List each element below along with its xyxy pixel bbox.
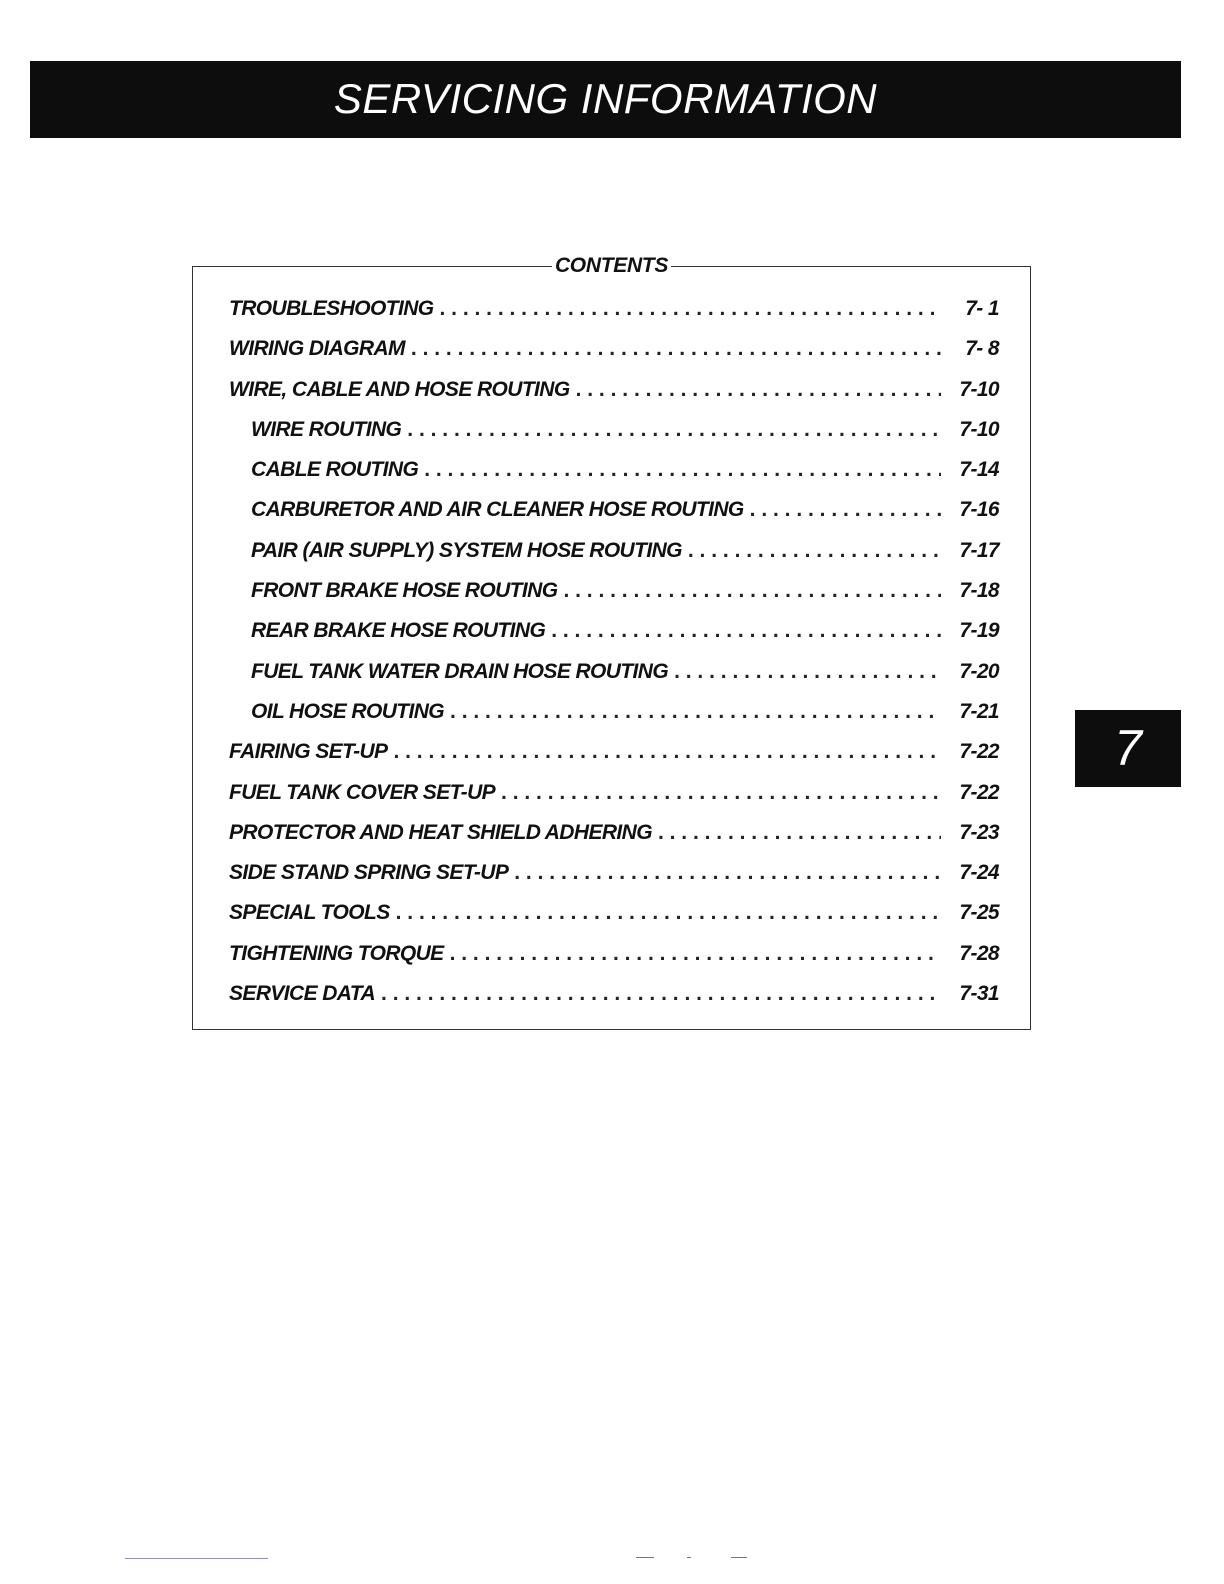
toc-entry-page: 7-14 [959,458,999,482]
toc-entry-label: WIRE ROUTING [251,417,402,441]
footer-mark [687,1557,691,1558]
toc-entry-label: FUEL TANK WATER DRAIN HOSE ROUTING [251,659,669,683]
toc-dot-leader [424,458,941,482]
toc-dot-leader [407,418,941,442]
toc-entry[interactable] [229,700,999,740]
contents-box [192,254,1031,1030]
toc-entry-label: SERVICE DATA [229,982,376,1006]
toc-entry-label: SPECIAL TOOLS [229,901,390,925]
toc-dot-leader [411,337,941,361]
toc-entry-label: WIRE, CABLE AND HOSE ROUTING [229,377,570,401]
toc-entry-page: 7-10 [959,377,999,401]
toc-dot-leader [393,740,941,764]
toc-entry-label: PAIR (AIR SUPPLY) SYSTEM HOSE ROUTING [251,538,682,562]
toc-dot-leader [396,901,941,925]
toc-entry-label: OIL HOSE ROUTING [251,699,445,723]
toc-entry-page: 7-16 [959,498,999,522]
chapter-title: SERVICING INFORMATION [333,75,878,122]
toc-entry[interactable] [229,297,999,337]
toc-entry-label: CABLE ROUTING [251,458,419,482]
toc-dot-leader [551,619,941,643]
toc-entry-page: 7-21 [959,699,999,723]
toc-entry-label: TROUBLESHOOTING [229,297,434,320]
toc-entry-page: 7-20 [959,659,999,683]
toc-entry[interactable] [229,458,999,498]
toc-entry[interactable] [229,579,999,619]
toc-entry-page: 7-19 [959,619,999,643]
toc-entry-label: FAIRING SET-UP [229,740,388,764]
toc-dot-leader [688,539,941,563]
toc-dot-leader [450,700,941,724]
toc-entry-page: 7-31 [959,982,999,1006]
footer-mark [636,1557,654,1558]
toc-entry[interactable] [229,942,999,982]
toc-entry[interactable] [229,861,999,901]
toc-entry-page: 7-18 [959,579,999,603]
toc-dot-leader [440,297,942,321]
toc-entry-label: PROTECTOR AND HEAT SHIELD ADHERING [229,820,652,844]
toc-dot-leader [576,378,941,402]
toc-entry-page: 7-28 [959,941,999,965]
toc-entry[interactable] [229,821,999,861]
toc-entry[interactable] [229,619,999,659]
toc-entry-page: 7-22 [959,740,999,764]
toc-entry-label: WIRING DIAGRAM [229,337,405,361]
footer-rule [125,1558,268,1559]
toc-entry[interactable] [229,901,999,941]
toc-entry-label: TIGHTENING TORQUE [229,941,444,965]
toc-entry[interactable] [229,539,999,579]
toc-entry[interactable] [229,337,999,377]
toc-entry-page: 7-10 [959,417,999,441]
toc-dot-leader [658,821,941,845]
toc-dot-leader [674,660,941,684]
toc-entry-label: CARBURETOR AND AIR CLEANER HOSE ROUTING [251,498,744,522]
toc-dot-leader [563,579,941,603]
toc-dot-leader [501,781,941,805]
toc-entry-label: REAR BRAKE HOSE ROUTING [251,619,546,643]
toc-entry-label: FUEL TANK COVER SET-UP [229,780,496,804]
contents-heading-label: CONTENTS [552,254,671,277]
toc-entry-page: 7-22 [959,780,999,804]
footer-mark [731,1557,747,1558]
chapter-tab[interactable]: 7 [1075,710,1181,787]
chapter-title-bar [30,61,1181,138]
toc-dot-leader [381,982,941,1006]
toc-list [229,297,999,1022]
toc-entry[interactable] [229,498,999,538]
toc-entry-page: 7-25 [959,901,999,925]
toc-entry[interactable] [229,378,999,418]
toc-entry-page: 7-24 [959,861,999,885]
contents-heading [193,256,1030,278]
toc-entry-page: 7-17 [959,538,999,562]
toc-entry[interactable] [229,982,999,1022]
toc-entry[interactable] [229,418,999,458]
toc-entry[interactable] [229,660,999,700]
toc-entry[interactable] [229,740,999,780]
toc-entry-page: 7-23 [959,820,999,844]
toc-entry-label: FRONT BRAKE HOSE ROUTING [251,579,558,603]
toc-dot-leader [450,942,941,966]
toc-entry-page: 7- 8 [965,337,999,361]
toc-dot-leader [750,498,941,522]
toc-entry[interactable] [229,781,999,821]
toc-dot-leader [514,861,941,885]
toc-entry-page: 7- 1 [965,297,999,320]
toc-entry-label: SIDE STAND SPRING SET-UP [229,861,509,885]
